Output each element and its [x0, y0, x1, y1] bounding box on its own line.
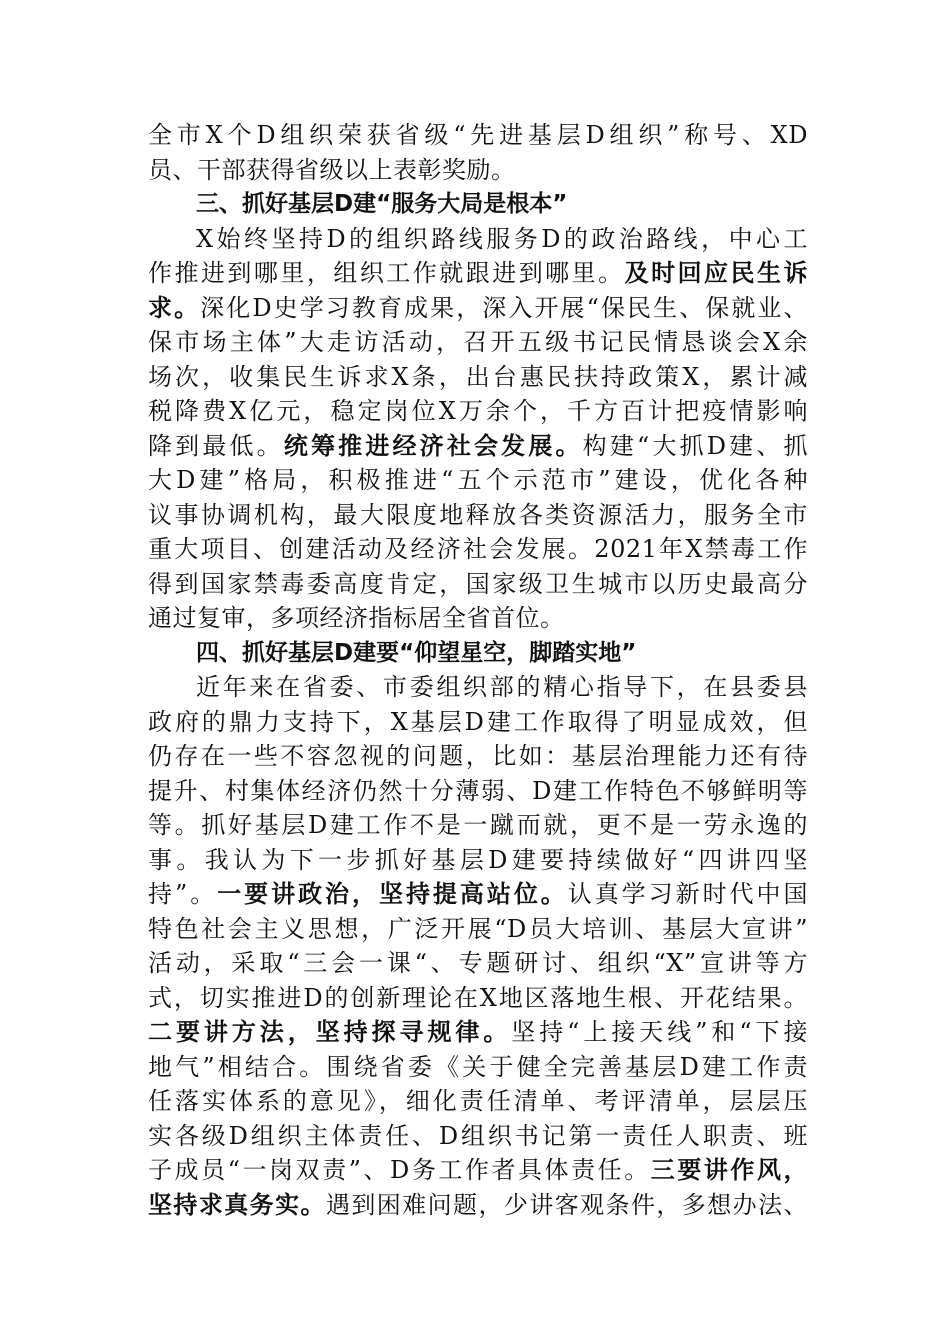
paragraph-line [148, 463, 808, 498]
paragraph-line [148, 118, 808, 153]
paragraph-line [148, 670, 808, 705]
bold-text: 一要讲政治，坚持提高站位。 [217, 879, 568, 908]
body-text: 议事协调机构，最大限度地释放各类资源活力，服务全市 [148, 500, 808, 529]
body-text: 全市X个D组织荣获省级“先进基层D组织”称号、XD [148, 121, 808, 149]
paragraph-line [148, 567, 808, 602]
paragraph-line [148, 360, 808, 395]
paragraph-line [148, 705, 808, 740]
body-text: 持”。 [148, 880, 218, 908]
bold-text: 二要讲方法，坚持探寻规律。 [148, 1017, 512, 1046]
body-text: 活动，采取“三会一课“、专题研讨、组织“X”宣讲等方 [148, 949, 808, 977]
bold-text: 统筹推进经济社会发展。 [283, 430, 583, 460]
body-text: 实各级D组织主体责任、D组织书记第一责任人职责、班 [148, 1121, 808, 1150]
paragraph-line [148, 1015, 808, 1050]
body-text: 任落实体系的意见》，细化责任清单、考评清单，层层压 [148, 1087, 808, 1115]
paragraph-line [148, 981, 808, 1016]
paragraph-line [148, 1084, 808, 1119]
paragraph-line [148, 429, 808, 464]
body-text: 大D建”格局，积极推进“五个示范市”建设，优化各种 [148, 466, 808, 494]
body-text: 提升、村集体经济仍然十分薄弱、D建工作特色不够鲜明等 [148, 776, 808, 805]
body-text: 特色社会主义思想，广泛开展“D员大培训、基层大宣讲” [148, 914, 808, 943]
paragraph-line [148, 946, 808, 981]
body-text: 式，切实推进D的创新理论在X地区落地生根、开花结果。 [148, 983, 808, 1012]
body-text: 保市场主体”大走访活动，召开五级书记民情恳谈会X余 [148, 328, 808, 356]
section-heading [148, 636, 808, 671]
body-text: 构建“大抓D建、抓 [582, 431, 808, 460]
bold-text: 三要讲作风， [650, 1155, 808, 1184]
body-text: 通过复审，多项经济指标居全省首位。 [148, 604, 565, 632]
body-text: 得到国家禁毒委高度肯定，国家级卫生城市以历史最高分 [148, 569, 808, 598]
bold-text: 坚持求真务实。 [148, 1189, 326, 1219]
body-text: 员、干部获得省级以上表彰奖励。 [148, 155, 516, 184]
paragraph-line [148, 877, 808, 912]
body-text: 近年来在省委、市委组织部的精心指导下，在县委县 [196, 673, 808, 701]
body-text: 子成员“一岗双责”、D务工作者具体责任。 [148, 1156, 651, 1184]
body-text: X始终坚持D的组织路线服务D的政治路线，中心工 [196, 224, 808, 253]
paragraph-line [148, 808, 808, 843]
body-text: 深化D史学习教育成果，深入开展“保民生、保就业、 [200, 293, 808, 322]
paragraph-line [148, 222, 808, 257]
bold-text: 及时回应民生诉 [624, 258, 808, 287]
body-text: 事。我认为下一步抓好基层D建要持续做好“四讲四坚 [148, 845, 808, 874]
body-text: 政府的鼎力支持下，X基层D建工作取得了明显成效，但 [148, 707, 808, 736]
body-text: 场次，收集民生诉求X条，出台惠民扶持政策X，累计减 [148, 362, 808, 391]
section-heading [148, 187, 808, 222]
body-text: 降到最低。 [148, 431, 284, 460]
body-text: 等。抓好基层D建工作不是一蹴而就，更不是一劳永逸的 [148, 811, 808, 839]
body-text: 地气”相结合。围绕省委《关于健全完善基层D建工作责 [148, 1052, 808, 1081]
bold-text: 求。 [148, 292, 201, 322]
paragraph-line [148, 739, 808, 774]
document-body [148, 118, 808, 1222]
body-text: 仍存在一些不容忽视的问题，比如：基层治理能力还有待 [148, 742, 808, 770]
paragraph-line [148, 1153, 808, 1188]
paragraph-line [148, 153, 808, 188]
paragraph-line [148, 1050, 808, 1085]
paragraph-line [148, 532, 808, 567]
body-text: 认真学习新时代中国 [567, 880, 808, 908]
paragraph-line [148, 1119, 808, 1154]
paragraph-line [148, 1188, 808, 1223]
paragraph-line [148, 256, 808, 291]
paragraph-line [148, 498, 808, 533]
body-text: 遇到困难问题，少讲客观条件，多想办法、 [325, 1190, 808, 1219]
body-text: 坚持“上接天线”和“下接 [511, 1018, 808, 1046]
paragraph-line [148, 912, 808, 947]
paragraph-line [148, 325, 808, 360]
body-text: 重大项目、创建活动及经济社会发展。2021年X禁毒工作 [148, 535, 808, 563]
body-text: 作推进到哪里，组织工作就跟进到哪里。 [148, 259, 625, 287]
bold-text: 三、抓好基层D建“服务大局是根本” [196, 191, 568, 217]
paragraph-line [148, 394, 808, 429]
paragraph-line [148, 601, 808, 636]
body-text: 税降费X亿元，稳定岗位X万余个，千方百计把疫情影响 [148, 397, 808, 425]
paragraph-line [148, 843, 808, 878]
paragraph-line [148, 774, 808, 809]
paragraph-line [148, 291, 808, 326]
bold-text: 四、抓好基层D建要“仰望星空，脚踏实地” [196, 639, 637, 666]
